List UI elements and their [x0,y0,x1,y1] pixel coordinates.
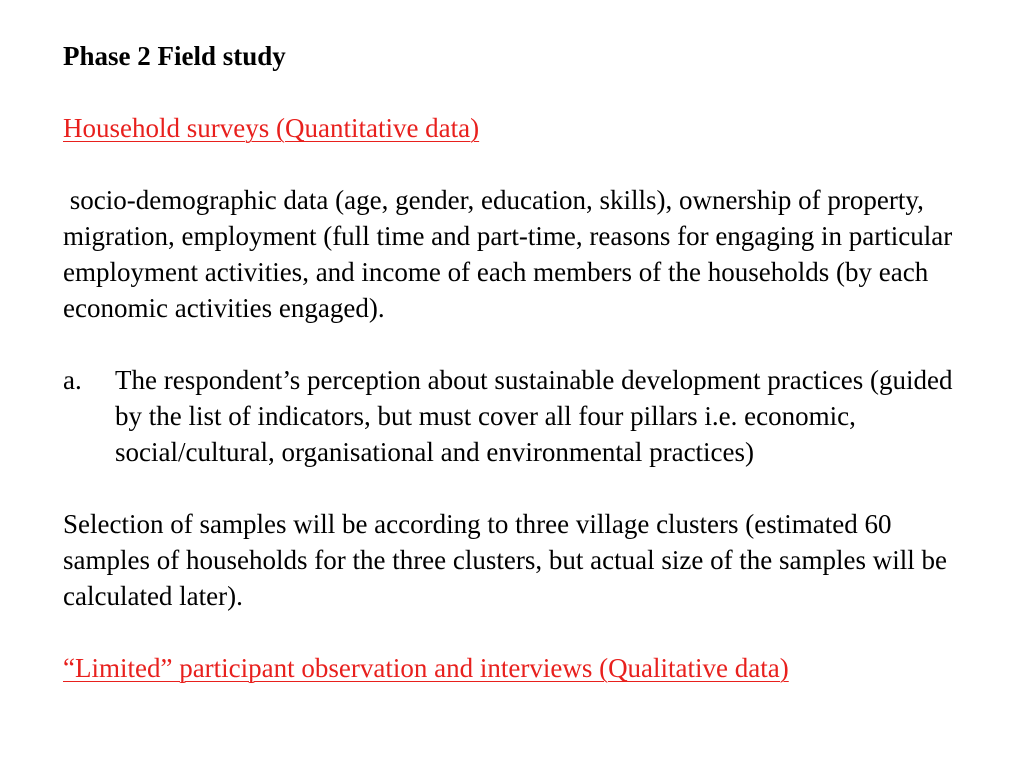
list-marker: a. [63,365,82,395]
participant-observation-heading[interactable]: “Limited” participant observation and interviews (Qualitative data) [63,653,789,683]
spacer [63,614,963,650]
spacer [63,146,963,182]
spacer [63,74,963,110]
section1-heading-wrap [63,110,963,146]
household-surveys-heading[interactable]: Household surveys (Quantitative data) [63,113,480,143]
section2-heading-wrap [63,650,963,686]
sample-selection-paragraph: Selection of samples will be according to three village clusters (estimated 60 samples of households for the three clusters, but actual size of the samples will be calculated later). [63,509,948,611]
spacer [63,326,963,362]
slide-title: Phase 2 Field study [63,41,286,71]
list-item-text: The respondent’s perception about sustainable development practices (guided by the list of indicators, but must cover all four pillars i.e. economic, social/cultural, organisational and environmental practices) [115,365,953,467]
slide-content [63,38,963,686]
list-item [63,362,963,470]
spacer [63,470,963,506]
socio-demographic-paragraph: socio-demographic data (age, gender, education, skills), ownership of property, migration, employment (full time and part-time, reasons for engaging in particular employment activities, and income of each members of the households (by each economic activities engaged). [63,185,959,323]
